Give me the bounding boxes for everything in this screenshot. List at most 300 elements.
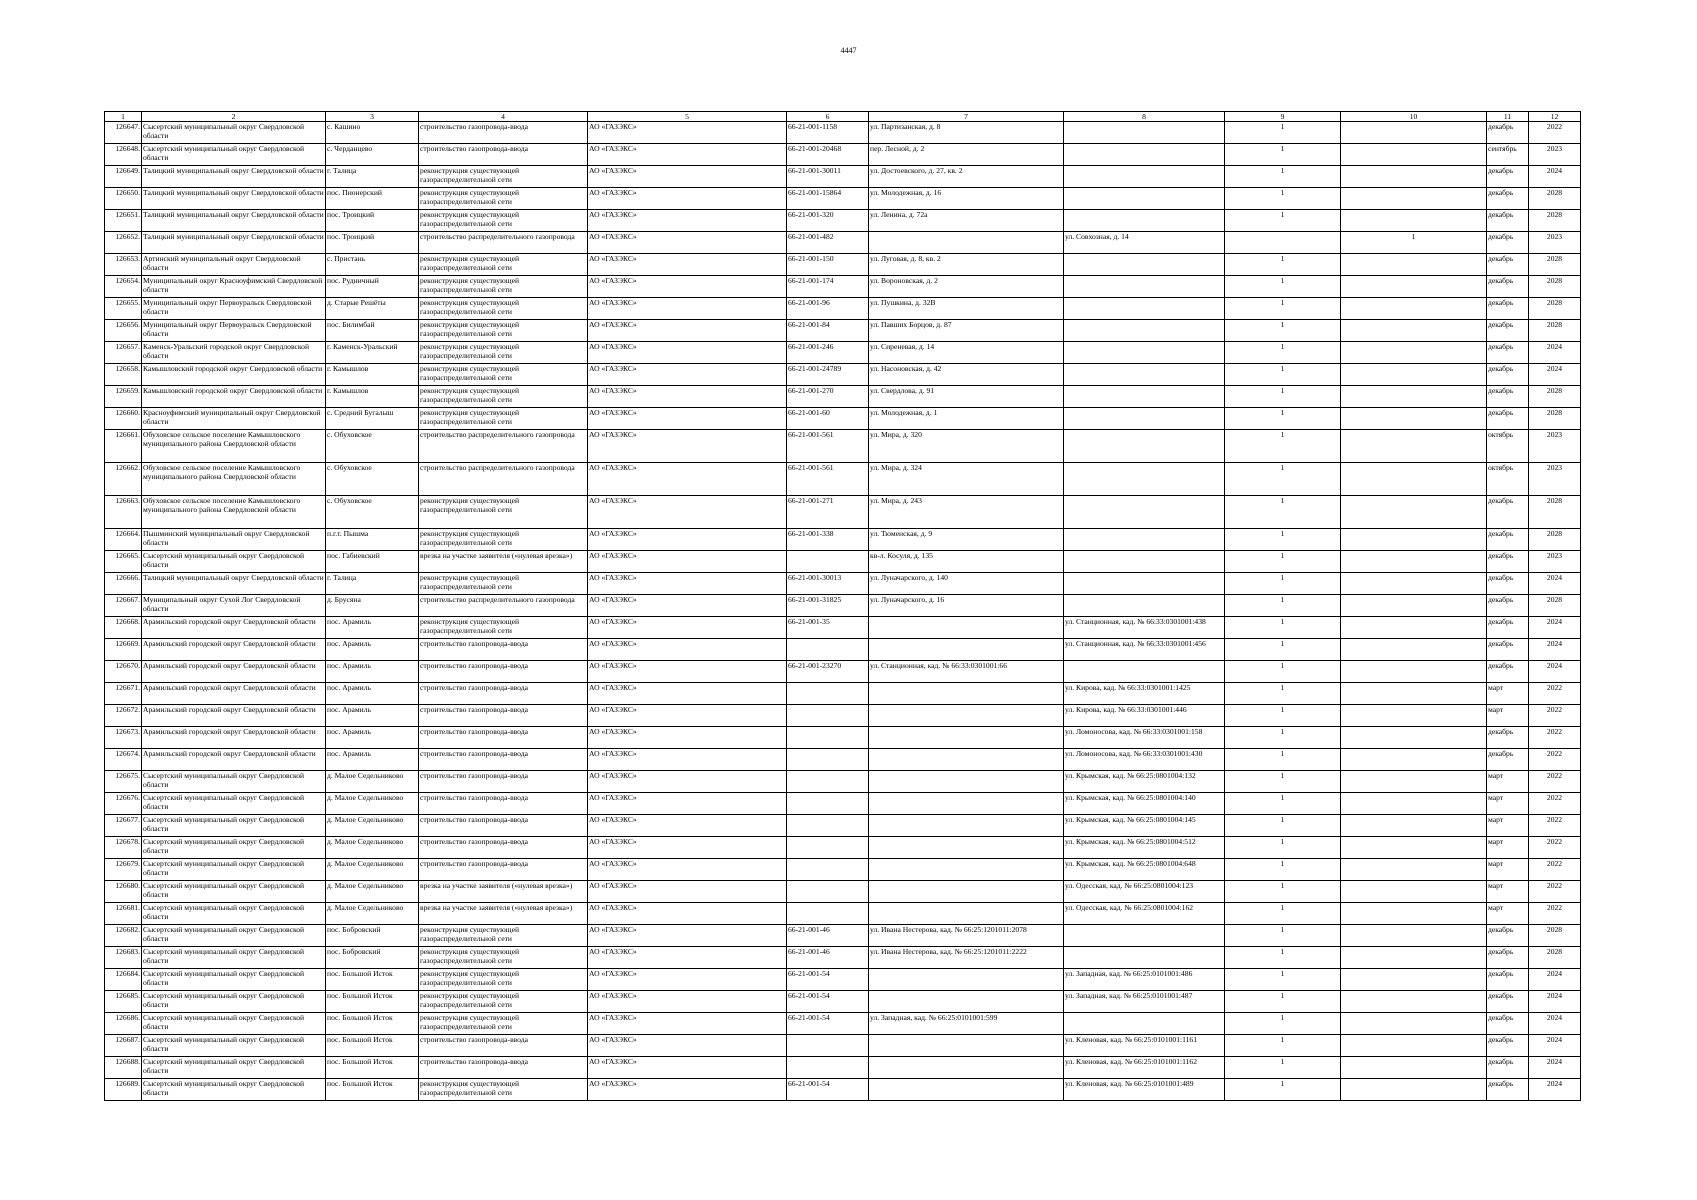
- work-type-cell: реконструкция существующей газораспределительной сети: [419, 166, 588, 188]
- settlement-cell: пос. Большой Исток: [326, 969, 419, 991]
- address-cell: [869, 815, 1064, 837]
- year-cell: 2028: [1529, 947, 1581, 969]
- table-body: [105, 122, 1581, 1101]
- column-10-cell: [1341, 925, 1487, 947]
- organization-cell: АО «ГАЗЭКС»: [588, 210, 787, 232]
- column-10-cell: [1341, 1035, 1487, 1057]
- cadastral-address-cell: ул. Ломоносова, кад. № 66:33:0301001:158: [1064, 727, 1225, 749]
- column-10-cell: [1341, 210, 1487, 232]
- organization-cell: АО «ГАЗЭКС»: [588, 1035, 787, 1057]
- row-number-cell: 126650.: [105, 188, 142, 210]
- organization-cell: АО «ГАЗЭКС»: [588, 122, 787, 144]
- organization-cell: АО «ГАЗЭКС»: [588, 815, 787, 837]
- network-code-cell: 66-21-001-150: [787, 254, 869, 276]
- organization-cell: АО «ГАЗЭКС»: [588, 1013, 787, 1035]
- organization-cell: АО «ГАЗЭКС»: [588, 793, 787, 815]
- organization-cell: АО «ГАЗЭКС»: [588, 859, 787, 881]
- year-cell: 2022: [1529, 705, 1581, 727]
- municipality-cell: Сысертский муниципальный округ Свердловской области: [142, 144, 326, 166]
- work-type-cell: реконструкция существующей газораспределительной сети: [419, 573, 588, 595]
- municipality-cell: Сысертский муниципальный округ Свердловской области: [142, 1035, 326, 1057]
- cadastral-address-cell: ул. Крымская, кад. № 66:25:0801004:512: [1064, 837, 1225, 859]
- year-cell: 2028: [1529, 298, 1581, 320]
- month-cell: декабрь: [1487, 991, 1529, 1013]
- settlement-cell: д. Брусяна: [326, 595, 419, 617]
- municipality-cell: Муниципальный округ Красноуфимский Свердловской области: [142, 276, 326, 298]
- municipality-cell: Сысертский муниципальный округ Свердловской области: [142, 815, 326, 837]
- column-10-cell: [1341, 188, 1487, 210]
- count-cell: 1: [1225, 529, 1341, 551]
- row-number-cell: 126673.: [105, 727, 142, 749]
- cadastral-address-cell: [1064, 595, 1225, 617]
- municipality-cell: Талицкий муниципальный округ Свердловской области: [142, 210, 326, 232]
- cadastral-address-cell: ул. Кленовая, кад. № 66:25:0101001:1162: [1064, 1057, 1225, 1079]
- organization-cell: АО «ГАЗЭКС»: [588, 298, 787, 320]
- settlement-cell: пос. Билимбай: [326, 320, 419, 342]
- settlement-cell: пос. Бобровский: [326, 947, 419, 969]
- cadastral-address-cell: [1064, 925, 1225, 947]
- work-type-cell: реконструкция существующей газораспределительной сети: [419, 254, 588, 276]
- address-cell: ул. Павших Борцов, д. 87: [869, 320, 1064, 342]
- address-cell: ул. Мира, д. 243: [869, 496, 1064, 529]
- cadastral-address-cell: [1064, 1013, 1225, 1035]
- table-row: [105, 1079, 1581, 1101]
- address-cell: ул. Пушкина, д. 32В: [869, 298, 1064, 320]
- cadastral-address-cell: [1064, 430, 1225, 463]
- month-cell: декабрь: [1487, 188, 1529, 210]
- network-code-cell: 66-21-001-46: [787, 947, 869, 969]
- work-type-cell: строительство газопровода-ввода: [419, 771, 588, 793]
- network-code-cell: 66-21-001-30013: [787, 573, 869, 595]
- address-cell: кв-л. Косуля, д. 135: [869, 551, 1064, 573]
- network-code-cell: [787, 903, 869, 925]
- organization-cell: АО «ГАЗЭКС»: [588, 903, 787, 925]
- count-cell: 1: [1225, 815, 1341, 837]
- month-cell: март: [1487, 815, 1529, 837]
- municipality-cell: Красноуфимский муниципальный округ Свердловской области: [142, 408, 326, 430]
- municipality-cell: Обуховское сельское поселение Камышловского муниципального района Свердловской области: [142, 430, 326, 463]
- address-cell: [869, 1057, 1064, 1079]
- work-type-cell: строительство газопровода-ввода: [419, 837, 588, 859]
- row-number-cell: 126651.: [105, 210, 142, 232]
- organization-cell: АО «ГАЗЭКС»: [588, 639, 787, 661]
- column-10-cell: [1341, 254, 1487, 276]
- settlement-cell: пос. Арамиль: [326, 617, 419, 639]
- table-row: [105, 1035, 1581, 1057]
- cadastral-address-cell: [1064, 320, 1225, 342]
- work-type-cell: строительство распределительного газопровода: [419, 463, 588, 496]
- municipality-cell: Сысертский муниципальный округ Свердловской области: [142, 837, 326, 859]
- row-number-cell: 126683.: [105, 947, 142, 969]
- column-10-cell: [1341, 859, 1487, 881]
- count-cell: 1: [1225, 364, 1341, 386]
- count-cell: 1: [1225, 595, 1341, 617]
- table-row: [105, 144, 1581, 166]
- network-code-cell: 66-21-001-60: [787, 408, 869, 430]
- row-number-cell: 126666.: [105, 573, 142, 595]
- settlement-cell: д. Малое Седельниково: [326, 793, 419, 815]
- column-10-cell: [1341, 595, 1487, 617]
- network-code-cell: 66-21-001-30011: [787, 166, 869, 188]
- work-type-cell: реконструкция существующей газораспределительной сети: [419, 342, 588, 364]
- year-cell: 2022: [1529, 837, 1581, 859]
- municipality-cell: Сысертский муниципальный округ Свердловской области: [142, 881, 326, 903]
- table-row: [105, 727, 1581, 749]
- row-number-cell: 126689.: [105, 1079, 142, 1101]
- address-cell: [869, 969, 1064, 991]
- cadastral-address-cell: [1064, 298, 1225, 320]
- organization-cell: АО «ГАЗЭКС»: [588, 430, 787, 463]
- table-row: [105, 1013, 1581, 1035]
- municipality-cell: Сысертский муниципальный округ Свердловской области: [142, 925, 326, 947]
- month-cell: декабрь: [1487, 364, 1529, 386]
- column-header: 12: [1529, 112, 1581, 122]
- year-cell: 2024: [1529, 1057, 1581, 1079]
- organization-cell: АО «ГАЗЭКС»: [588, 705, 787, 727]
- address-cell: [869, 837, 1064, 859]
- table-row: [105, 166, 1581, 188]
- count-cell: 1: [1225, 254, 1341, 276]
- settlement-cell: пос. Рудничный: [326, 276, 419, 298]
- network-code-cell: 66-21-001-54: [787, 991, 869, 1013]
- row-number-cell: 126670.: [105, 661, 142, 683]
- address-cell: ул. Достоевского, д. 27, кв. 2: [869, 166, 1064, 188]
- settlement-cell: пос. Большой Исток: [326, 1079, 419, 1101]
- year-cell: 2022: [1529, 903, 1581, 925]
- column-10-cell: [1341, 683, 1487, 705]
- count-cell: 1: [1225, 463, 1341, 496]
- year-cell: 2022: [1529, 793, 1581, 815]
- column-10-cell: [1341, 166, 1487, 188]
- municipality-cell: Сысертский муниципальный округ Свердловской области: [142, 947, 326, 969]
- table-row: [105, 364, 1581, 386]
- settlement-cell: пос. Большой Исток: [326, 1013, 419, 1035]
- table-row: [105, 815, 1581, 837]
- work-type-cell: реконструкция существующей газораспределительной сети: [419, 1013, 588, 1035]
- month-cell: декабрь: [1487, 232, 1529, 254]
- column-10-cell: [1341, 1079, 1487, 1101]
- organization-cell: АО «ГАЗЭКС»: [588, 991, 787, 1013]
- month-cell: декабрь: [1487, 210, 1529, 232]
- month-cell: декабрь: [1487, 298, 1529, 320]
- month-cell: декабрь: [1487, 947, 1529, 969]
- month-cell: декабрь: [1487, 969, 1529, 991]
- row-number-cell: 126649.: [105, 166, 142, 188]
- address-cell: [869, 705, 1064, 727]
- year-cell: 2028: [1529, 595, 1581, 617]
- year-cell: 2028: [1529, 276, 1581, 298]
- row-number-cell: 126688.: [105, 1057, 142, 1079]
- month-cell: декабрь: [1487, 529, 1529, 551]
- organization-cell: АО «ГАЗЭКС»: [588, 254, 787, 276]
- address-cell: ул. Ивана Нестерова, кад. № 66:25:1201011:2222: [869, 947, 1064, 969]
- year-cell: 2022: [1529, 727, 1581, 749]
- work-type-cell: врезка на участке заявителя («нулевая врезка»): [419, 881, 588, 903]
- settlement-cell: д. Малое Седельниково: [326, 903, 419, 925]
- network-code-cell: 66-21-001-20468: [787, 144, 869, 166]
- table-row: [105, 408, 1581, 430]
- organization-cell: АО «ГАЗЭКС»: [588, 947, 787, 969]
- cadastral-address-cell: [1064, 573, 1225, 595]
- municipality-cell: Сысертский муниципальный округ Свердловской области: [142, 969, 326, 991]
- cadastral-address-cell: [1064, 496, 1225, 529]
- column-10-cell: [1341, 815, 1487, 837]
- count-cell: 1: [1225, 122, 1341, 144]
- settlement-cell: с. Обуховское: [326, 430, 419, 463]
- page-number: 4447: [840, 46, 857, 55]
- address-cell: [869, 991, 1064, 1013]
- month-cell: март: [1487, 771, 1529, 793]
- column-10-cell: [1341, 617, 1487, 639]
- cadastral-address-cell: [1064, 947, 1225, 969]
- table-row: [105, 969, 1581, 991]
- table-row: [105, 639, 1581, 661]
- cadastral-address-cell: [1064, 551, 1225, 573]
- table-row: [105, 881, 1581, 903]
- municipality-cell: Камышловский городской округ Свердловской области: [142, 364, 326, 386]
- column-10-cell: [1341, 386, 1487, 408]
- organization-cell: АО «ГАЗЭКС»: [588, 1057, 787, 1079]
- network-code-cell: 66-21-001-174: [787, 276, 869, 298]
- row-number-cell: 126663.: [105, 496, 142, 529]
- settlement-cell: пос. Бобровский: [326, 925, 419, 947]
- work-type-cell: реконструкция существующей газораспределительной сети: [419, 320, 588, 342]
- settlement-cell: пос. Габиевский: [326, 551, 419, 573]
- organization-cell: АО «ГАЗЭКС»: [588, 463, 787, 496]
- year-cell: 2024: [1529, 639, 1581, 661]
- month-cell: март: [1487, 859, 1529, 881]
- municipality-cell: Пышминский муниципальный округ Свердловской области: [142, 529, 326, 551]
- municipality-cell: Талицкий муниципальный округ Свердловской области: [142, 166, 326, 188]
- settlement-cell: пос. Троицкий: [326, 210, 419, 232]
- address-cell: [869, 859, 1064, 881]
- municipality-cell: Арамильский городской округ Свердловской области: [142, 661, 326, 683]
- settlement-cell: пос. Арамиль: [326, 639, 419, 661]
- settlement-cell: пос. Троицкий: [326, 232, 419, 254]
- count-cell: 1: [1225, 617, 1341, 639]
- year-cell: 2024: [1529, 1079, 1581, 1101]
- organization-cell: АО «ГАЗЭКС»: [588, 166, 787, 188]
- municipality-cell: Сысертский муниципальный округ Свердловской области: [142, 122, 326, 144]
- registry-table-container: [104, 111, 1580, 1101]
- address-cell: ул. Молодежная, д. 16: [869, 188, 1064, 210]
- work-type-cell: реконструкция существующей газораспределительной сети: [419, 991, 588, 1013]
- municipality-cell: Камышловский городской округ Свердловской области: [142, 386, 326, 408]
- network-code-cell: 66-21-001-271: [787, 496, 869, 529]
- row-number-cell: 126686.: [105, 1013, 142, 1035]
- month-cell: декабрь: [1487, 166, 1529, 188]
- address-cell: ул. Насоновская, д. 42: [869, 364, 1064, 386]
- table-row: [105, 771, 1581, 793]
- column-10-cell: [1341, 276, 1487, 298]
- column-10-cell: [1341, 1013, 1487, 1035]
- organization-cell: АО «ГАЗЭКС»: [588, 529, 787, 551]
- column-10-cell: [1341, 749, 1487, 771]
- month-cell: декабрь: [1487, 320, 1529, 342]
- address-cell: ул. Луначарского, д. 140: [869, 573, 1064, 595]
- year-cell: 2024: [1529, 166, 1581, 188]
- network-code-cell: 66-21-001-1158: [787, 122, 869, 144]
- column-10-cell: [1341, 903, 1487, 925]
- settlement-cell: с. Средний Бугалыш: [326, 408, 419, 430]
- address-cell: ул. Свердлова, д. 91: [869, 386, 1064, 408]
- settlement-cell: с. Кашино: [326, 122, 419, 144]
- address-cell: ул. Молодежная, д. 1: [869, 408, 1064, 430]
- column-10-cell: [1341, 947, 1487, 969]
- year-cell: 2023: [1529, 463, 1581, 496]
- network-code-cell: [787, 793, 869, 815]
- cadastral-address-cell: ул. Крымская, кад. № 66:25:0801004:132: [1064, 771, 1225, 793]
- table-row: [105, 903, 1581, 925]
- row-number-cell: 126661.: [105, 430, 142, 463]
- row-number-cell: 126677.: [105, 815, 142, 837]
- column-10-cell: 1: [1341, 232, 1487, 254]
- address-cell: [869, 617, 1064, 639]
- table-row: [105, 342, 1581, 364]
- cadastral-address-cell: ул. Ломоносова, кад. № 66:33:0301001:430: [1064, 749, 1225, 771]
- work-type-cell: строительство распределительного газопровода: [419, 595, 588, 617]
- work-type-cell: строительство газопровода-ввода: [419, 122, 588, 144]
- column-10-cell: [1341, 727, 1487, 749]
- municipality-cell: Арамильский городской округ Свердловской области: [142, 727, 326, 749]
- year-cell: 2024: [1529, 617, 1581, 639]
- network-code-cell: [787, 1057, 869, 1079]
- network-code-cell: [787, 749, 869, 771]
- network-code-cell: 66-21-001-338: [787, 529, 869, 551]
- count-cell: 1: [1225, 496, 1341, 529]
- municipality-cell: Муниципальный округ Сухой Лог Свердловской области: [142, 595, 326, 617]
- cadastral-address-cell: [1064, 254, 1225, 276]
- organization-cell: АО «ГАЗЭКС»: [588, 276, 787, 298]
- year-cell: 2028: [1529, 529, 1581, 551]
- month-cell: декабрь: [1487, 1013, 1529, 1035]
- network-code-cell: 66-21-001-270: [787, 386, 869, 408]
- network-code-cell: 66-21-001-84: [787, 320, 869, 342]
- row-number-cell: 126656.: [105, 320, 142, 342]
- month-cell: декабрь: [1487, 595, 1529, 617]
- network-code-cell: 66-21-001-35: [787, 617, 869, 639]
- settlement-cell: п.г.т. Пышма: [326, 529, 419, 551]
- column-header: 7: [869, 112, 1064, 122]
- table-row: [105, 595, 1581, 617]
- settlement-cell: пос. Большой Исток: [326, 991, 419, 1013]
- table-row: [105, 496, 1581, 529]
- organization-cell: АО «ГАЗЭКС»: [588, 144, 787, 166]
- municipality-cell: Сысертский муниципальный округ Свердловской области: [142, 903, 326, 925]
- count-cell: 1: [1225, 1079, 1341, 1101]
- work-type-cell: строительство газопровода-ввода: [419, 683, 588, 705]
- count-cell: 1: [1225, 639, 1341, 661]
- table-row: [105, 925, 1581, 947]
- count-cell: 1: [1225, 298, 1341, 320]
- month-cell: сентябрь: [1487, 144, 1529, 166]
- count-cell: 1: [1225, 683, 1341, 705]
- settlement-cell: с. Обуховское: [326, 496, 419, 529]
- table-row: [105, 463, 1581, 496]
- work-type-cell: строительство газопровода-ввода: [419, 815, 588, 837]
- row-number-cell: 126682.: [105, 925, 142, 947]
- cadastral-address-cell: ул. Совхозная, д. 14: [1064, 232, 1225, 254]
- table-row: [105, 386, 1581, 408]
- address-cell: [869, 727, 1064, 749]
- cadastral-address-cell: [1064, 661, 1225, 683]
- settlement-cell: пос. Арамиль: [326, 705, 419, 727]
- address-cell: пер. Лесной, д. 2: [869, 144, 1064, 166]
- column-10-cell: [1341, 529, 1487, 551]
- settlement-cell: г. Камышлов: [326, 386, 419, 408]
- cadastral-address-cell: [1064, 364, 1225, 386]
- address-cell: ул. Западная, кад. № 66:25:0101001:599: [869, 1013, 1064, 1035]
- work-type-cell: строительство газопровода-ввода: [419, 661, 588, 683]
- cadastral-address-cell: [1064, 188, 1225, 210]
- registry-table: [104, 111, 1581, 1101]
- month-cell: март: [1487, 705, 1529, 727]
- table-row: [105, 793, 1581, 815]
- address-cell: [869, 771, 1064, 793]
- settlement-cell: г. Талица: [326, 166, 419, 188]
- address-cell: ул. Станционная, кад. № 66:33:0301001:66: [869, 661, 1064, 683]
- network-code-cell: [787, 705, 869, 727]
- address-cell: ул. Мира, д. 324: [869, 463, 1064, 496]
- organization-cell: АО «ГАЗЭКС»: [588, 595, 787, 617]
- row-number-cell: 126659.: [105, 386, 142, 408]
- municipality-cell: Арамильский городской округ Свердловской области: [142, 683, 326, 705]
- organization-cell: АО «ГАЗЭКС»: [588, 925, 787, 947]
- year-cell: 2024: [1529, 1013, 1581, 1035]
- municipality-cell: Талицкий муниципальный округ Свердловской области: [142, 188, 326, 210]
- count-cell: 1: [1225, 430, 1341, 463]
- table-row: [105, 232, 1581, 254]
- settlement-cell: пос. Арамиль: [326, 683, 419, 705]
- organization-cell: АО «ГАЗЭКС»: [588, 188, 787, 210]
- table-row: [105, 705, 1581, 727]
- cadastral-address-cell: ул. Кирова, кад. № 66:33:0301001:446: [1064, 705, 1225, 727]
- count-cell: 1: [1225, 771, 1341, 793]
- table-row: [105, 661, 1581, 683]
- cadastral-address-cell: [1064, 122, 1225, 144]
- month-cell: март: [1487, 683, 1529, 705]
- settlement-cell: г. Камышлов: [326, 364, 419, 386]
- count-cell: 1: [1225, 661, 1341, 683]
- cadastral-address-cell: [1064, 166, 1225, 188]
- settlement-cell: д. Малое Седельниково: [326, 859, 419, 881]
- count-cell: 1: [1225, 793, 1341, 815]
- month-cell: декабрь: [1487, 617, 1529, 639]
- settlement-cell: г. Талица: [326, 573, 419, 595]
- month-cell: декабрь: [1487, 276, 1529, 298]
- address-cell: [869, 903, 1064, 925]
- count-cell: 1: [1225, 969, 1341, 991]
- count-cell: [1225, 232, 1341, 254]
- work-type-cell: строительство распределительного газопровода: [419, 232, 588, 254]
- column-10-cell: [1341, 771, 1487, 793]
- row-number-cell: 126665.: [105, 551, 142, 573]
- work-type-cell: строительство газопровода-ввода: [419, 1035, 588, 1057]
- month-cell: декабрь: [1487, 1035, 1529, 1057]
- cadastral-address-cell: [1064, 529, 1225, 551]
- year-cell: 2024: [1529, 969, 1581, 991]
- network-code-cell: [787, 859, 869, 881]
- row-number-cell: 126655.: [105, 298, 142, 320]
- network-code-cell: [787, 683, 869, 705]
- organization-cell: АО «ГАЗЭКС»: [588, 881, 787, 903]
- row-number-cell: 126678.: [105, 837, 142, 859]
- count-cell: 1: [1225, 386, 1341, 408]
- settlement-cell: пос. Арамиль: [326, 661, 419, 683]
- row-number-cell: 126667.: [105, 595, 142, 617]
- settlement-cell: д. Старые Решёты: [326, 298, 419, 320]
- year-cell: 2022: [1529, 881, 1581, 903]
